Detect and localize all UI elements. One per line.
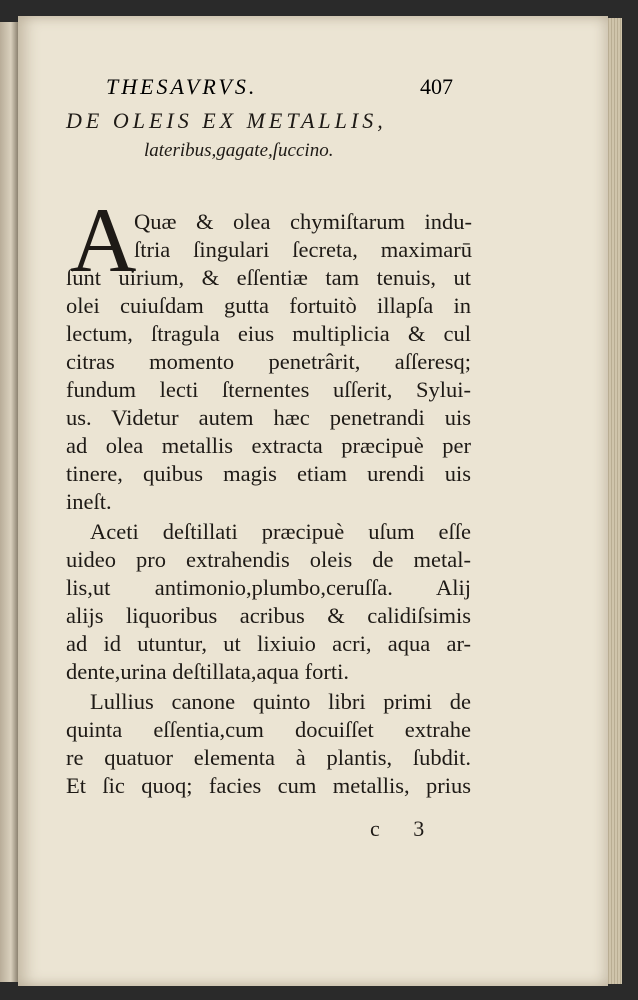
text-line: ad id utuntur, ut lixiuio acri, aqua ar- — [66, 631, 471, 656]
text-line: re quatuor elementa à plantis, ſubdit. — [66, 745, 471, 770]
running-head-title: THESAVRVS. — [106, 74, 258, 99]
text-line: olei cuiuſdam gutta fortuitò illapſa in — [66, 293, 471, 318]
facing-page-edge — [0, 22, 18, 982]
text-line: tinere, quibus magis etiam urendi uis — [66, 461, 471, 486]
text-line: Et ſic quoq; facies cum metallis, prius — [66, 773, 471, 798]
text-line: ſunt uirium, & eſſentiæ tam tenuis, ut — [66, 265, 471, 290]
page-number: 407 — [420, 74, 453, 99]
text-line: Lullius canone quinto libri primi de — [90, 689, 471, 714]
drop-initial: A — [70, 189, 137, 291]
text-line: alijs liquoribus acribus & calidiſsimis — [66, 603, 471, 628]
text-line: citras momento penetrârit, aſſeresq; — [66, 349, 471, 374]
text-line: lectum, ſtragula eius multiplicia & cul — [66, 321, 471, 346]
running-head — [106, 74, 496, 100]
text-line: ad olea metallis extracta præcipuè per — [66, 433, 471, 458]
text-line: dente,urina deſtillata,aqua forti. — [66, 659, 350, 684]
text-line: us. Videtur autem hæc penetrandi uis — [66, 405, 471, 430]
book-page — [18, 16, 608, 986]
text-line: uideo pro extrahendis oleis de metal- — [66, 547, 471, 572]
text-line: ineſt. — [66, 489, 112, 514]
text-line: lis,ut antimonio,plumbo,ceruſſa. Alij — [66, 575, 471, 600]
chapter-heading: DE OLEIS EX METALLIS, — [66, 108, 387, 133]
text-line: Aceti deſtillati præcipuè uſum eſſe — [90, 519, 471, 544]
text-line: ſtria ſingulari ſecreta, maximarū — [134, 237, 472, 262]
text-line: fundum lecti ſternentes uſſerit, Sylui- — [66, 377, 471, 402]
signature-mark: c 3 — [370, 816, 439, 841]
text-line: quinta eſſentia,cum docuiſſet extrahe — [66, 717, 471, 742]
text-line: Quæ & olea chymiſtarum indu- — [134, 209, 472, 234]
chapter-subheading: lateribus,gagate,ſuccino. — [144, 140, 334, 161]
